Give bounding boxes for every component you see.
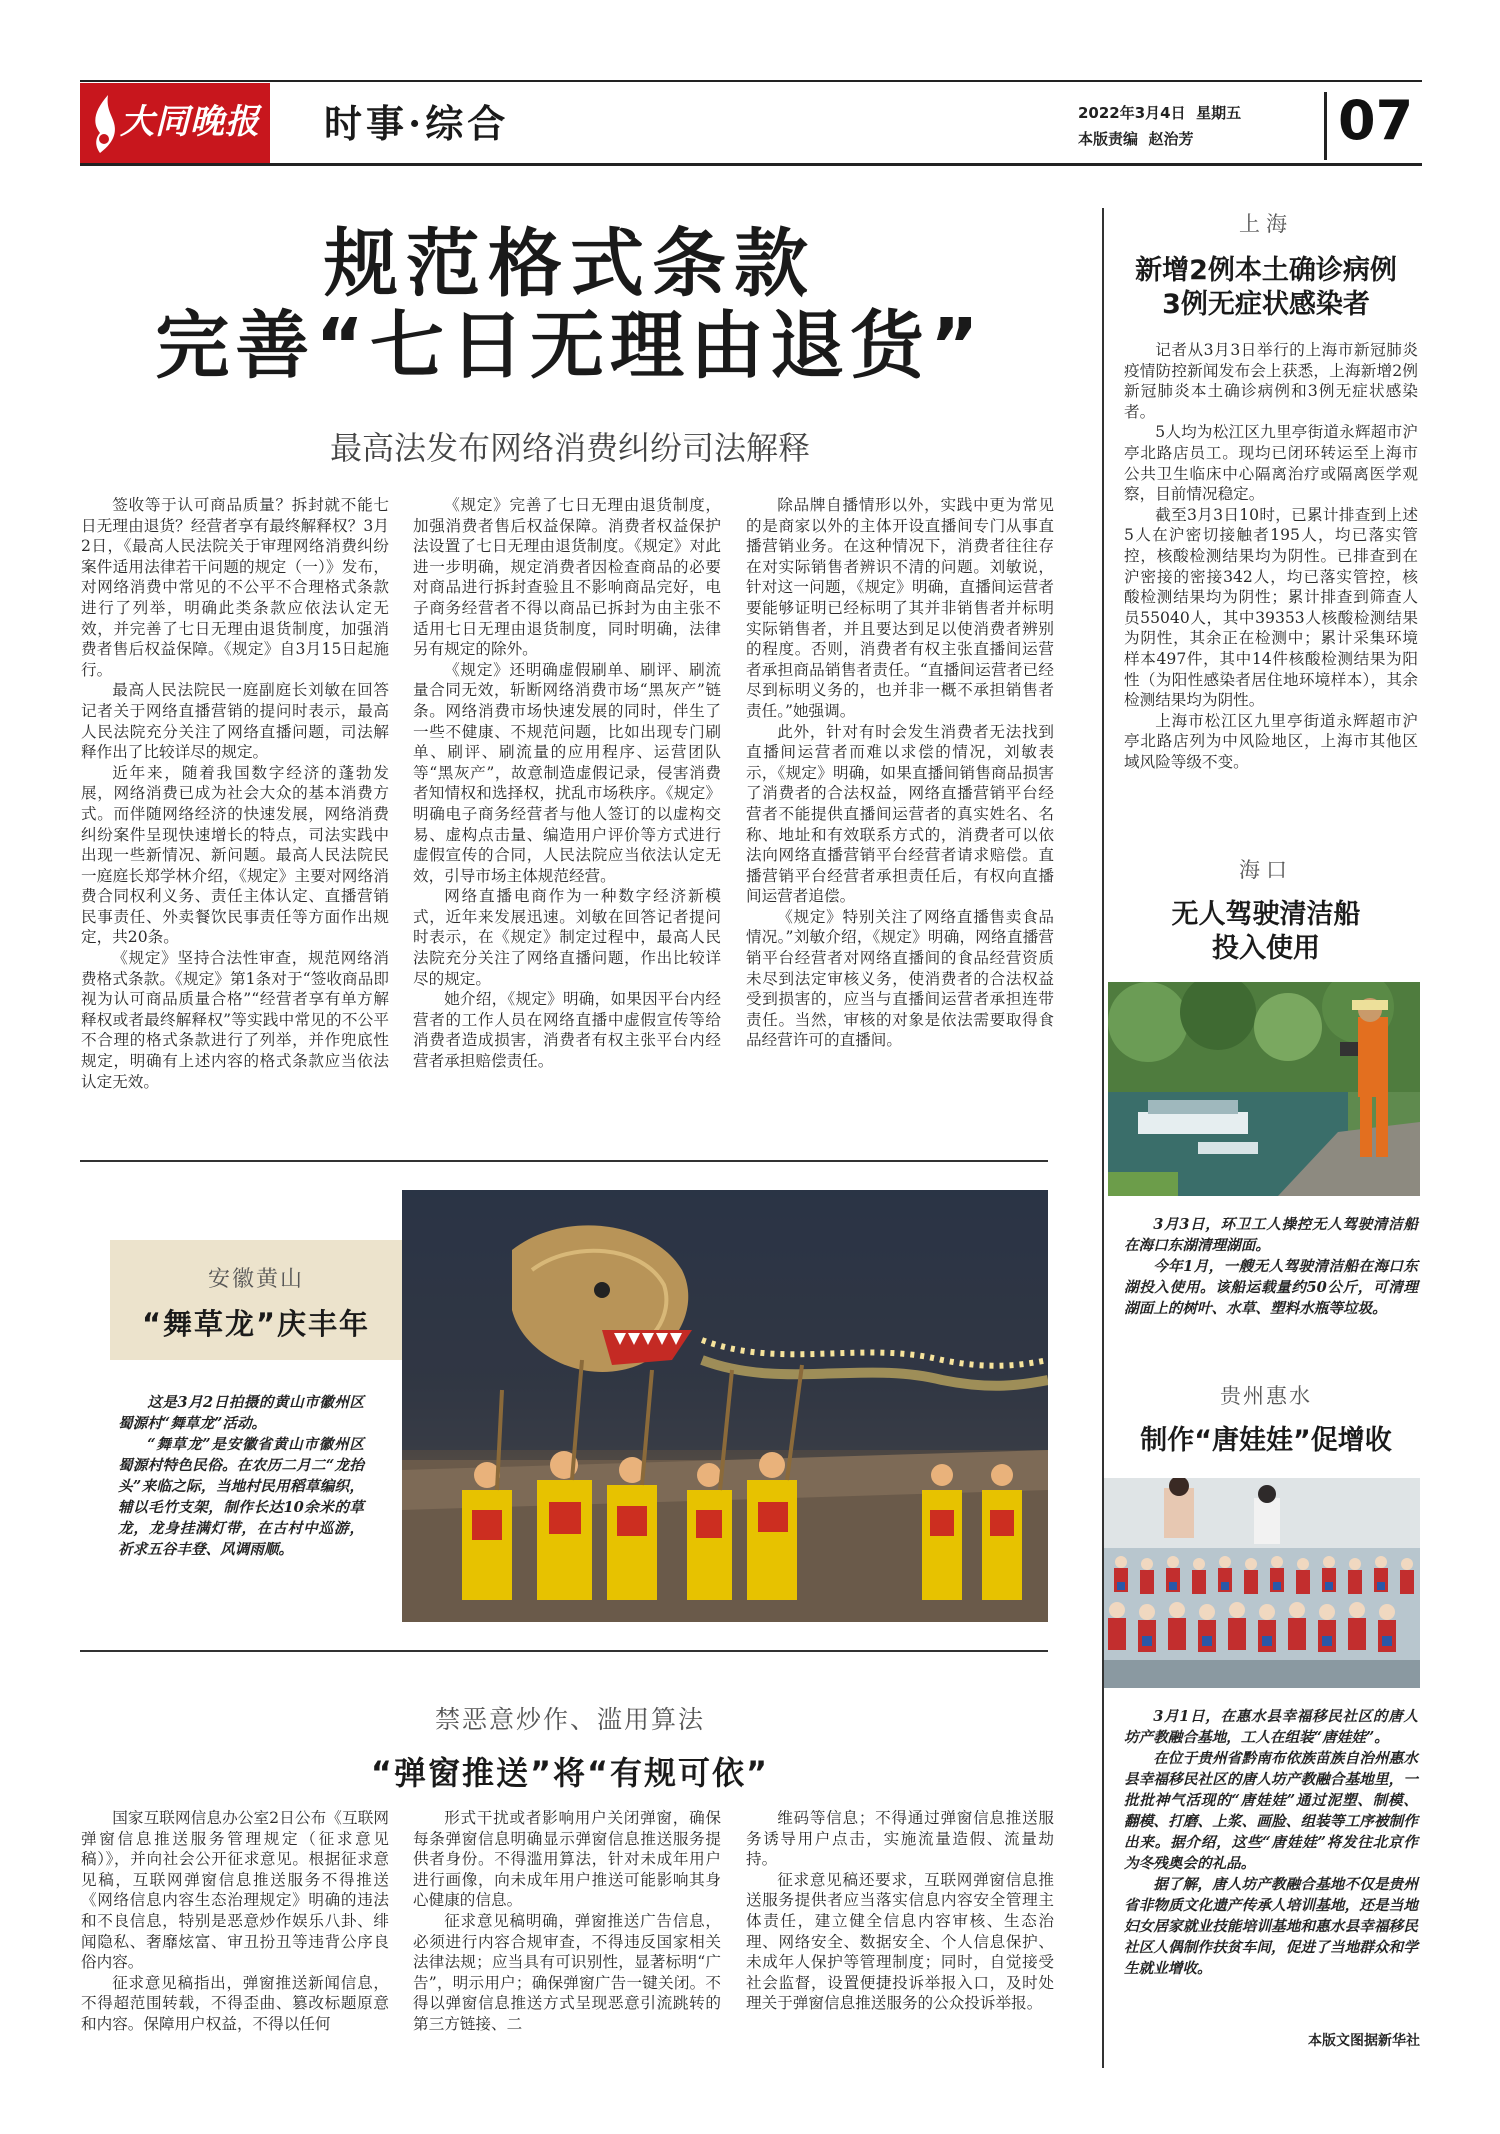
page-number: 07 [1338, 89, 1414, 152]
caption-paragraph: 今年1月，一艘无人驾驶清洁船在海口东湖投入使用。该船运载量约50公斤，可清理湖面上的树叶、水草、塑料水瓶等垃圾。 [1124, 1258, 1418, 1317]
paragraph: 《规定》还明确虚假刷单、刷评、刷流量合同无效，斩断网络消费市场“黑灰产”链条。网络消费市场快速发展的同时，伴生了一些不健康、不规范问题，比如出现专门刷单、刷评、刷流量的应用程序、运营团队等“黑灰产”，故意制造虚假记录，侵害消费者知情权和选择权，扰乱市场秩序。《规定》明确电子商务经营者与他人签订的以虚构交易、虚构点击量、编造用户评价等方式进行虚假宣传的合同，人民法院应当依法认定无效，引导市场主体规范经营。 [413, 660, 721, 885]
masthead [80, 80, 1422, 166]
paragraph: 5人均为松江区九里亭街道永辉超市沪亭北路店员工。现均已闭环转运至上海市公共卫生临床中心隔离治疗或隔离医学观察，目前情况稳定。 [1124, 423, 1418, 504]
haikou-headline-1: 无人驾驶清洁船 [1171, 899, 1361, 930]
paragraph: 除品牌自播情形以外，实践中更为常见的是商家以外的主体开设直播间专门从事直播营销业务。在这种情况下，消费者往往存在对实际销售者辨识不清的问题。刘敏说，针对这一问题，《规定》明确，直播间运营者要能够证明已经标明了其并非销售者并标明实际销售者，并且要达到足以使消费者辨别的程度。否则，消费者有权主张直播间运营者承担商品销售者责任。“直播间运营者已经尽到标明义务的，也并非一概不承担销售者责任。”她强调。 [746, 496, 1054, 720]
paragraph: 形式干扰或者影响用户关闭弹窗，确保每条弹窗信息明确显示弹窗信息推送服务提供者身份。不得滥用算法，针对未成年用户进行画像，向未成年用户推送可能影响其身心健康的信息。 [413, 1809, 721, 1910]
dragon-section-rule [80, 1650, 1048, 1652]
paragraph: 《规定》特别关注了网络直播售卖食品情况。”刘敏介绍，《规定》明确，网络直播营销平台经营者对网络直播间的食品经营资质未尽到法定审核义务，使消费者的合法权益受到损害的，应当与直播间运营者承担连带责任。当然，审核的对象是依法需要取得食品经营许可的直播间。 [746, 907, 1054, 1050]
tang-dolls-illustration [1104, 1478, 1420, 1688]
paragraph: 截至3月3日10时，已累计排查到上述5人在沪密切接触者195人，均已落实管控，核酸检测结果均为阴性。已排查到在沪密接的密接342人，均已落实管控，核酸检测结果均为阴性；累计排查到筛查人员55040人，其中39353人核酸检测结果为阴性，其余正在检测中；累计采集环境样本497件，其中14件核酸检测结果为阳性（为阳性感染者居住地环境样本），其余检测结果均为阴性。 [1124, 505, 1418, 710]
paragraph: 征求意见稿还要求，互联网弹窗信息推送服务提供者应当落实信息内容安全管理主体责任，建立健全信息内容审核、生态治理、网络安全、数据安全、个人信息保护、未成年人保护等管理制度；同时，自觉接受社会监督，设置便捷投诉举报入口，及时处理关于弹窗信息推送服务的公众投诉举报。 [746, 1870, 1054, 2013]
paragraph: 记者从3月3日举行的上海市新冠肺炎疫情防控新闻发布会上获悉，上海新增2例新冠肺炎本土确诊病例和3例无症状感染者。 [1124, 341, 1418, 421]
paragraph: 此外，针对有时会发生消费者无法找到直播间运营者而难以求偿的情况，刘敏表示，《规定》明确，如果直播间销售商品损害了消费者的合法权益，网络直播营销平台经营者不能提供直播间运营者的真实姓名、名称、地址和有效联系方式的，消费者可以依法向网络直播营销平台经营者请求赔偿。直播营销平台经营者承担责任后，有权向直播间运营者追偿。 [746, 722, 1054, 906]
popup-column-1 [81, 1808, 389, 2048]
paragraph: 她介绍，《规定》明确，如果因平台内经营者的工作人员在网络直播中虚假宣传等给消费者造成损害，消费者有权主张平台内经营者承担赔偿责任。 [413, 990, 721, 1071]
main-article-column-3 [746, 495, 1054, 1135]
paragraph: 征求意见稿指出，弹窗推送新闻信息，不得超范围转载，不得歪曲、篡改标题原意和内容。保障用户权益，不得以任何 [81, 1973, 389, 2033]
main-article-column-1 [81, 495, 389, 1135]
main-headline-2: 完善“七日无理由退货” [155, 303, 985, 389]
paragraph: 签收等于认可商品质量？拆封就不能七日无理由退货？经营者享有最终解释权？3月2日，《最高人民法院关于审理网络消费纠纷案件适用法律若干问题的规定（一）》发布，对网络消费中常见的不公平不合理格式条款进行了列举，明确此类条款应依法认定无效，并完善了七日无理由退货制度，加强消费者售后权益保障。《规定》自3月15日起施行。 [81, 496, 389, 679]
masthead-rule-bottom [80, 163, 1422, 166]
popup-headline: “弹窗推送”将“有规可依” [370, 1754, 770, 1792]
paragraph: 上海市松江区九里亭街道永辉超市沪亭北路店列为中风险地区，上海市其他区域风险等级不变。 [1124, 711, 1418, 771]
section-title: 时事·综合 [324, 101, 510, 146]
masthead-divider [1324, 92, 1327, 160]
dragon-dance-photo [402, 1190, 1048, 1622]
caption-paragraph: 在位于贵州省黔南布依族苗族自治州惠水县幸福移民社区的唐人坊产教融合基地里，一批批神气活现的“唐娃娃”通过泥塑、制模、翻模、打磨、上浆、画脸、组装等工序被制作出来。据介绍，这些“唐娃娃”将发往北京作为冬残奥会的礼品。 [1124, 1750, 1418, 1872]
popup-kicker: 禁恶意炒作、滥用算法 [434, 1705, 705, 1734]
shanghai-article [1124, 340, 1418, 824]
haikou-headline-2: 投入使用 [1212, 933, 1320, 964]
main-article-rule [80, 1160, 1048, 1162]
tang-dolls-photo [1104, 1478, 1420, 1688]
guizhou-headline: 制作“唐娃娃”促增收 [1140, 1425, 1392, 1456]
caption-paragraph: 这是3月2日拍摄的黄山市徽州区蜀源村“舞草龙”活动。 [118, 1394, 364, 1432]
logo-text: 大同晚报 [120, 102, 260, 142]
caption-paragraph: 3月3日，环卫工人操控无人驾驶清洁船在海口东湖清理湖面。 [1124, 1216, 1418, 1254]
caption-paragraph: 据了解，唐人坊产教融合基地不仅是贵州省非物质文化遗产传承人培训基地，还是当地妇女居家就业技能培训基地和惠水县幸福移民社区人偶制作扶贫车间，促进了当地群众和学生就业增收。 [1124, 1876, 1418, 1977]
dragon-illustration [402, 1190, 1048, 1622]
caption-paragraph: “舞草龙”是安徽省黄山市徽州区蜀源村特色民俗。在农历二月二“龙抬头”来临之际，当地村民用稻草编织，辅以毛竹支架，制作长达10余米的草龙，龙身挂满灯带，在古村中巡游，祈求五谷丰登、风调雨顺。 [118, 1436, 364, 1558]
paragraph: 《规定》坚持合法性审查，规范网络消费格式条款。《规定》第1条对于“签收商品即视为认可商品质量合格”“经营者享有单方解释权或者最终解释权”等实践中常见的不公平不合理的格式条款进行了列举，并作兜底性规定，明确有上述内容的格式条款应当依法认定无效。 [81, 949, 389, 1091]
cleaning-boat-photo [1108, 982, 1420, 1196]
paragraph: 最高人民法院民一庭副庭长刘敏在回答记者关于网络直播营销的提问时表示，最高人民法院充分关注了网络直播问题，司法解释作出了比较详尽的规定。 [81, 681, 389, 762]
main-article-column-2 [413, 495, 721, 1135]
logo [80, 83, 270, 163]
paragraph: 《规定》完善了七日无理由退货制度，加强消费者售后权益保障。消费者权益保护法设置了七日无理由退货制度。《规定》对此进一步明确，规定消费者因检查商品的必要对商品进行拆封查验且不影响商品完好，电子商务经营者不得以商品已拆封为由主张不适用七日无理由退货制度，同时明确，法律另有规定的除外。 [413, 496, 721, 659]
dragon-title: “舞草龙”庆丰年 [141, 1307, 371, 1341]
paragraph: 近年来，随着我国数字经济的蓬勃发展，网络消费已成为社会大众的基本消费方式。而伴随网络经济的快速发展，网络消费纠纷案件呈现快速增长的特点，司法实践中出现一些新情况、新问题。最高人民法院民一庭庭长郑学林介绍，《规定》主要对网络消费合同权利义务、责任主体认定、直播营销民事责任、外卖餐饮民事责任等方面作出规定，共20条。 [81, 763, 389, 947]
guizhou-city: 贵州惠水 [1220, 1384, 1312, 1408]
logo-flame-icon [88, 93, 122, 155]
popup-column-2 [413, 1808, 721, 2048]
popup-column-3 [746, 1808, 1054, 2048]
paragraph: 维码等信息；不得通过弹窗信息推送服务诱导用户点击，实施流量造假、流量劫持。 [746, 1809, 1054, 1869]
masthead-rule-top [80, 80, 1422, 82]
page-editor: 本版责编 赵治芳 [1078, 130, 1194, 148]
caption-paragraph: 3月1日，在惠水县幸福移民社区的唐人坊产教融合基地，工人在组装“唐娃娃”。 [1124, 1708, 1418, 1746]
dragon-location: 安徽黄山 [207, 1267, 304, 1292]
haikou-caption [1124, 1214, 1418, 1319]
main-headline-1: 规范格式条款 [324, 221, 816, 307]
photo-credit: 本版文图据新华社 [1308, 2033, 1420, 2049]
cleaning-boat-illustration [1108, 982, 1420, 1196]
shanghai-headline-2: 3例无症状感染者 [1162, 289, 1370, 320]
paragraph: 征求意见稿明确，弹窗推送广告信息，必须进行内容合规审查，不得违反国家相关法律法规；应当具有可识别性，显著标明“广告”，明示用户；确保弹窗广告一键关闭。不得以弹窗信息推送方式呈现恶意引流跳转的第三方链接、二 [413, 1911, 721, 2033]
sidebar-divider [1102, 208, 1104, 2068]
main-subtitle: 最高法发布网络消费纠纷司法解释 [329, 429, 810, 467]
paragraph: 国家互联网信息办公室2日公布《互联网弹窗信息推送服务管理规定（征求意见稿）》，并向社会公开征求意见。根据征求意见稿，互联网弹窗信息推送服务不得推送《网络信息内容生态治理规定》明确的违法和不良信息，特别是恶意炒作娱乐八卦、绯闻隐私、奢靡炫富、审丑扮丑等违背公序良俗内容。 [81, 1809, 389, 1972]
shanghai-city: 上海 [1239, 212, 1293, 236]
dragon-caption [118, 1392, 364, 1560]
shanghai-headline-1: 新增2例本土确诊病例 [1135, 255, 1397, 286]
haikou-city: 海口 [1239, 858, 1293, 882]
issue-date: 2022年3月4日 星期五 [1078, 104, 1242, 122]
guizhou-caption [1124, 1706, 1418, 1979]
paragraph: 网络直播电商作为一种数字经济新模式，近年来发展迅速。刘敏在回答记者提问时表示，在《规定》制定过程中，最高人民法院充分关注了网络直播问题，作出比较详尽的规定。 [413, 887, 721, 988]
